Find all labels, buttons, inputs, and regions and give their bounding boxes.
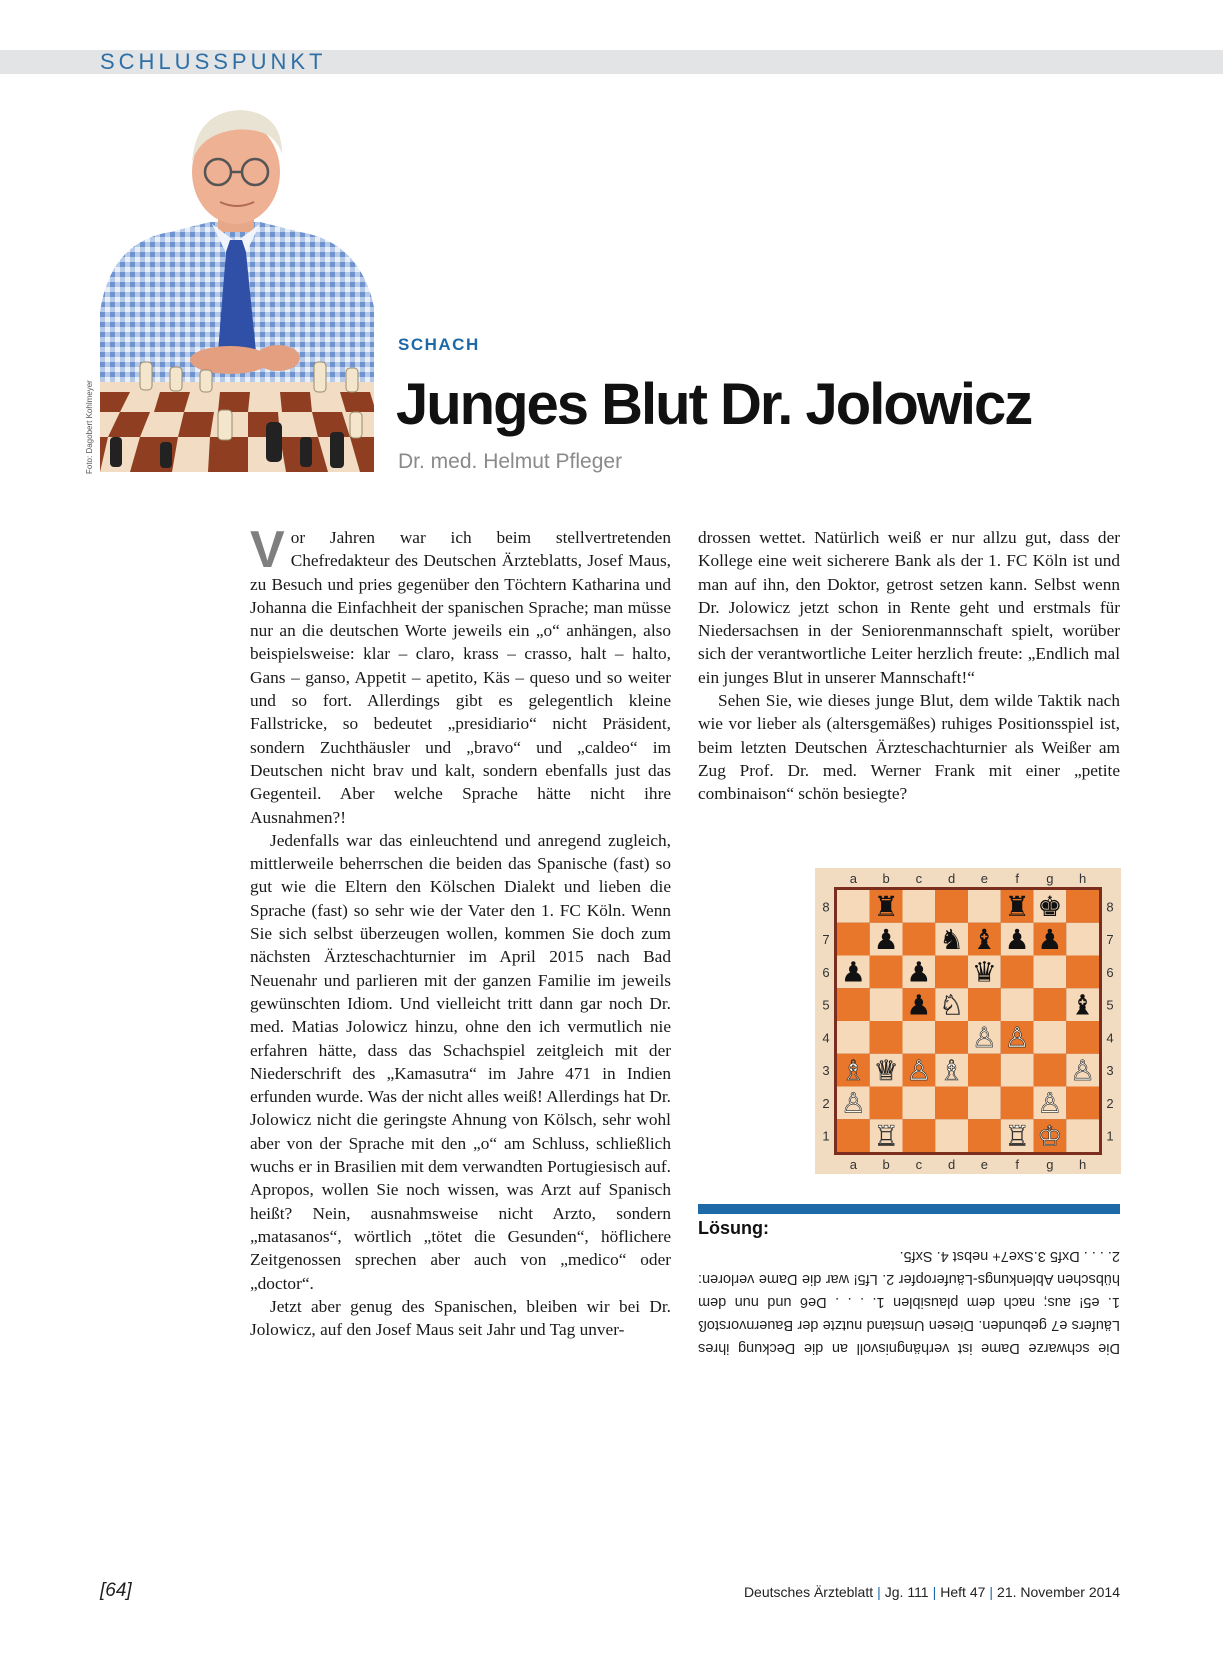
board-square-a1 — [837, 1119, 870, 1152]
chess-piece-white-e4: ♙ — [971, 1021, 997, 1055]
board-square-h1 — [1066, 1119, 1099, 1152]
board-square-d2 — [935, 1087, 968, 1120]
chess-piece-white-a3: ♗ — [840, 1053, 866, 1087]
chess-piece-black-b7: ♟ — [873, 922, 899, 956]
chess-piece-white-b3: ♕ — [873, 1053, 899, 1087]
chess-piece-black-b8: ♜ — [873, 890, 899, 924]
board-square-g5 — [1034, 988, 1067, 1021]
board-square-c2 — [903, 1087, 936, 1120]
journal-date: 21. November 2014 — [997, 1584, 1120, 1600]
board-square-f5 — [1001, 988, 1034, 1021]
board-square-c4 — [903, 1021, 936, 1054]
chess-piece-white-g2: ♙ — [1037, 1086, 1063, 1120]
board-square-d4 — [935, 1021, 968, 1054]
chess-piece-black-g8: ♚ — [1037, 890, 1063, 924]
rank-label-left: 5 — [822, 997, 830, 1013]
board-square-f6 — [1001, 956, 1034, 989]
board-square-c1 — [903, 1119, 936, 1152]
board-square-e2 — [968, 1087, 1001, 1120]
chess-piece-white-a2: ♙ — [840, 1086, 866, 1120]
file-label-top: h — [1079, 871, 1087, 886]
journal-issue: Heft 47 — [940, 1584, 986, 1600]
board-square-b2 — [870, 1087, 903, 1120]
board-square-h2 — [1066, 1087, 1099, 1120]
drop-cap: V — [250, 521, 285, 579]
rank-label-right: 3 — [1106, 1063, 1114, 1079]
board-square-g6 — [1034, 956, 1067, 989]
paragraph-5: Sehen Sie, wie dieses junge Blut, dem wilde Taktik nach wie vor lieber als (altersgemäßes) ruhiges Positionsspiel ist, beim letzten Deutschen Ärzteschachturnier als Weißer am Zug Prof. Dr. med. Werner Frank mit einer „petite combinaison“ schön besiegte? — [698, 691, 1120, 804]
board-square-e1 — [968, 1119, 1001, 1152]
article-author: Dr. med. Helmut Pfleger — [398, 450, 623, 473]
board-square-g4 — [1034, 1021, 1067, 1054]
board-square-h7 — [1066, 923, 1099, 956]
rank-label-left: 3 — [822, 1063, 830, 1079]
board-square-e5 — [968, 988, 1001, 1021]
rank-label-right: 1 — [1106, 1128, 1114, 1144]
chess-piece-black-h5: ♝ — [1070, 988, 1096, 1022]
chess-piece-white-b1: ♖ — [873, 1119, 899, 1153]
article-kicker: SCHACH — [398, 335, 480, 354]
board-square-b4 — [870, 1021, 903, 1054]
chess-piece-white-d5: ♘ — [939, 988, 965, 1022]
board-square-a5 — [837, 988, 870, 1021]
file-label-bottom: d — [948, 1157, 956, 1172]
chess-piece-black-g7: ♟ — [1037, 922, 1063, 956]
board-square-f3 — [1001, 1054, 1034, 1087]
rank-label-left: 8 — [822, 899, 830, 915]
chess-piece-white-c3: ♙ — [906, 1053, 932, 1087]
paragraph-2: Jedenfalls war das einleuchtend und anregend zugleich, mittlerweile beherrschen die beiden das Spanische (fast) so gut wie die Eltern den Kölschen Dialekt und lieben die Sprache (fast) so sehr wie der Vater den 1. FC Köln. Wenn Sie sich selbst überzeugen wollen, kommen Sie doch zum nächsten Ärzteschachturnier im April 2015 nach Bad Neuenahr und parlieren mit der ganzen Familie im jeweils gewünschten Idiom. Und vielleicht tritt dann gar noch Dr. med. Matias Jolowicz hinzu, ohne den ich vermutlich nie erfahren hätte, dass das Schachspiel zeitgleich mit der Niederschrift des „Kamasutra“ im Jahre 471 in Indien erfunden wurde. Was der nicht alles weiß! Allerdings hat Dr. Jolowicz nicht die geringste Ahnung von Kölsch, sehr wohl aber von der Sprache mit den „o“ am Schluss, schließlich wuchs er in Brasilien mit dem verwandten Portugiesisch auf. Apropos, wollen Sie noch wissen, was Arzt auf Spanisch heißt? Nein, ausnahmsweise nicht Arzto, sondern „matasanos“, wörtlich „tötet die Gesunden“, höflichere Zeitgenossen sprechen aber auch von „medico“ oder „doctor“. — [250, 830, 671, 1293]
board-square-c7 — [903, 923, 936, 956]
board-square-h4 — [1066, 1021, 1099, 1054]
author-portrait-photo — [100, 92, 374, 472]
chess-piece-white-f4: ♙ — [1004, 1021, 1030, 1055]
rank-label-right: 5 — [1106, 997, 1114, 1013]
board-square-b5 — [870, 988, 903, 1021]
board-square-d6 — [935, 956, 968, 989]
board-square-d1 — [935, 1119, 968, 1152]
file-label-top: c — [915, 871, 923, 886]
chess-piece-black-e7: ♝ — [971, 922, 997, 956]
chess-piece-white-h3: ♙ — [1070, 1053, 1096, 1087]
rank-label-left: 7 — [822, 932, 830, 948]
file-label-bottom: c — [915, 1157, 923, 1172]
board-square-e8 — [968, 890, 1001, 923]
body-column-left — [250, 521, 671, 1341]
body-column-right — [698, 526, 1120, 806]
board-square-a4 — [837, 1021, 870, 1054]
journal-name: Deutsches Ärzteblatt — [743, 1584, 874, 1600]
chess-piece-black-e6: ♛ — [971, 955, 997, 989]
rank-label-left: 6 — [822, 964, 830, 980]
rank-label-right: 2 — [1106, 1095, 1114, 1111]
paragraph-1-text: or Jahren war ich beim stellvertretenden Chefredakteur des Deutschen Ärzteblatts, Josef Maus, zu Besuch und pries gegenüber den Töchtern Katharina und Johanna die Einfachheit der spanischen Sprache; man müsse nur an die deutschen Worte jeweils ein „o“ anhängen, also beispielsweise: klar – claro, krass – crasso, halt – halto, Gans – ganso, Appetit – apetito, Käs – queso und so weiter und so fort. Allerdings gibt es gelegentlich kleine Fallstricke, so bedeutet „presidiario“ nicht Präsident, sondern Zuchthäusler und „bravo“ und „caldeo“ im Deutschen nicht brav und kalt, sondern ebenfalls just das Gegenteil. Aber welche Sprache hätte nicht ihre Ausnahmen?! — [250, 528, 671, 827]
section-label: SCHLUSSPUNKT — [100, 49, 327, 74]
file-label-top: d — [948, 871, 956, 886]
paragraph-4: drossen wettet. Natürlich weiß er nur allzu gut, dass der Kollege eine weit sicherere Bank als der 1. FC Köln ist und man auf ihn, den Doktor, getrost setzen kann. Selbst wenn Dr. Jolowicz jetzt schon in Rente geht und erstmals für Niedersachsen in der Seniorenmannschaft spielt, worüber sich der verantwortliche Leiter herzlich freute: „Endlich mal ein junges Blut in unserer Mannschaft!“ — [698, 528, 1120, 687]
file-label-top: a — [849, 871, 857, 886]
file-label-bottom: g — [1046, 1157, 1054, 1172]
rank-label-left: 1 — [822, 1128, 830, 1144]
board-square-g3 — [1034, 1054, 1067, 1087]
article-title: Junges Blut Dr. Jolowicz — [396, 372, 1032, 437]
chessboard-svg — [815, 868, 1121, 1174]
board-square-d8 — [935, 890, 968, 923]
file-label-top: b — [882, 871, 890, 886]
file-label-bottom: h — [1079, 1157, 1087, 1172]
board-square-h6 — [1066, 956, 1099, 989]
journal-volume: Jg. 111 — [884, 1584, 929, 1600]
chess-piece-black-d7: ♞ — [939, 922, 965, 956]
paragraph-1 — [250, 521, 671, 829]
rank-label-right: 4 — [1106, 1030, 1114, 1046]
chess-piece-black-f8: ♜ — [1004, 890, 1030, 924]
solution-divider — [698, 1204, 1120, 1214]
rank-label-right: 6 — [1106, 964, 1114, 980]
board-square-a8 — [837, 890, 870, 923]
file-label-bottom: e — [980, 1157, 988, 1172]
board-square-b6 — [870, 956, 903, 989]
rank-label-right: 8 — [1106, 899, 1114, 915]
board-square-e3 — [968, 1054, 1001, 1087]
chess-diagram — [815, 868, 1121, 1174]
board-square-f2 — [1001, 1087, 1034, 1120]
footer-meta: Deutsches Ärzteblatt | Jg. 111 | Heft 47 | 21. November 2014 — [743, 1584, 1120, 1600]
board-square-a7 — [837, 923, 870, 956]
photo-credit: Foto: Dagobert Kohlmeyer — [85, 380, 94, 474]
file-label-top: g — [1046, 871, 1054, 886]
solution-text-upside-down — [698, 1244, 1120, 1359]
rank-label-left: 2 — [822, 1095, 830, 1111]
file-label-bottom: a — [849, 1157, 857, 1172]
board-square-c8 — [903, 890, 936, 923]
file-label-top: f — [1015, 871, 1019, 886]
solution-title: Lösung: — [698, 1218, 769, 1238]
rank-label-left: 4 — [822, 1030, 830, 1046]
page-number: [64] — [100, 1580, 132, 1601]
chess-piece-black-a6: ♟ — [840, 955, 866, 989]
chess-piece-white-d3: ♗ — [939, 1053, 965, 1087]
board-square-h8 — [1066, 890, 1099, 923]
paragraph-3: Jetzt aber genug des Spanischen, bleiben wir bei Dr. Jolowicz, auf den Josef Maus seit Jahr und Tag unver- — [250, 1296, 671, 1340]
file-label-bottom: f — [1015, 1157, 1019, 1172]
chess-piece-white-f1: ♖ — [1004, 1119, 1030, 1153]
file-label-top: e — [980, 871, 988, 886]
chess-piece-black-c6: ♟ — [906, 955, 932, 989]
rank-label-right: 7 — [1106, 932, 1114, 948]
chess-piece-black-c5: ♟ — [906, 988, 932, 1022]
chess-piece-black-f7: ♟ — [1004, 922, 1030, 956]
solution-text: Die schwarze Dame ist verhängnisvoll an die Deckung ihres Läufers e7 gebunden. Diesen Umstand nutzte der Bauernvorstoß 1. e5! aus; nach dem plausiblen 1. . . . De6 und nun dem hübschen Ablenkungs-Läuferopfer 2. Lf5! war die Dame verloren: 2. . . . Dxf5 3.Sxe7+ nebst 4. Sxf5. — [698, 1248, 1120, 1356]
file-label-bottom: b — [882, 1157, 890, 1172]
chess-piece-white-g1: ♔ — [1037, 1119, 1063, 1153]
